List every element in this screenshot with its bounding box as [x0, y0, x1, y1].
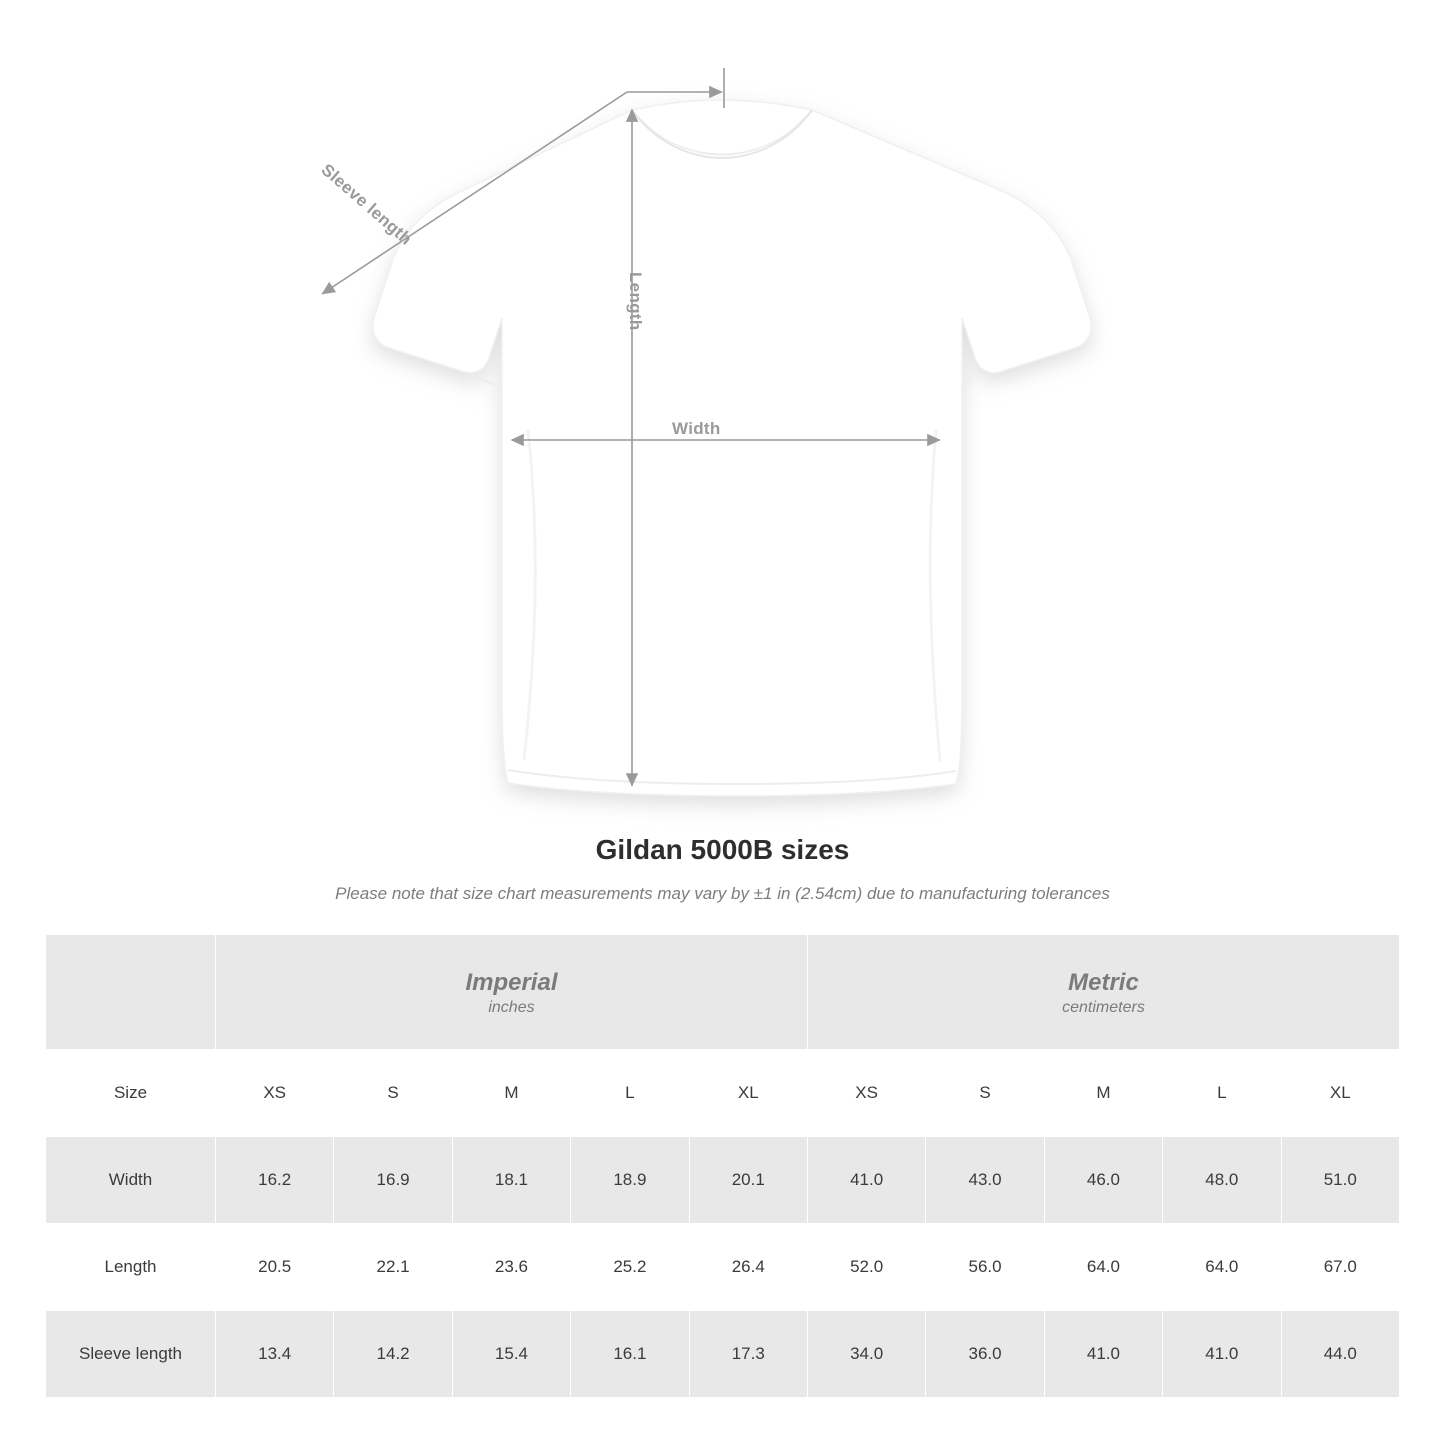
cell-sleeve-metric-m: 41.0 — [1044, 1311, 1162, 1398]
table-row — [46, 1224, 1400, 1311]
row-label-length: Length — [46, 1224, 216, 1311]
cell-sleeve-imperial-xl: 17.3 — [689, 1311, 807, 1398]
width-label: Width — [672, 419, 721, 438]
row-label-sleeve-length: Sleeve length — [46, 1311, 216, 1398]
table-row — [46, 1311, 1400, 1398]
cell-width-metric-l: 48.0 — [1163, 1137, 1281, 1224]
table-row — [46, 1137, 1400, 1224]
size-header-row — [46, 1050, 1400, 1137]
cell-sleeve-metric-s: 36.0 — [926, 1311, 1044, 1398]
row-header-size: Size — [46, 1050, 216, 1137]
cell-length-imperial-xs: 20.5 — [216, 1224, 334, 1311]
col-header-imperial-s: S — [334, 1050, 452, 1137]
col-header-metric-l: L — [1163, 1050, 1281, 1137]
cell-width-metric-s: 43.0 — [926, 1137, 1044, 1224]
col-header-metric-s: S — [926, 1050, 1044, 1137]
col-header-metric-m: M — [1044, 1050, 1162, 1137]
cell-length-imperial-l: 25.2 — [571, 1224, 689, 1311]
unit-group-metric-name: Metric — [1068, 968, 1139, 996]
cell-length-imperial-m: 23.6 — [452, 1224, 570, 1311]
tolerance-note: Please note that size chart measurements may vary by ±1 in (2.54cm) due to manufacturing tolerances — [335, 884, 1110, 903]
cell-width-imperial-l: 18.9 — [571, 1137, 689, 1224]
col-header-imperial-m: M — [452, 1050, 570, 1137]
unit-group-metric-sub: centimeters — [1062, 999, 1145, 1017]
col-header-metric-xs: XS — [807, 1050, 925, 1137]
col-header-imperial-l: L — [571, 1050, 689, 1137]
cell-width-imperial-xl: 20.1 — [689, 1137, 807, 1224]
cell-sleeve-metric-l: 41.0 — [1163, 1311, 1281, 1398]
cell-length-imperial-s: 22.1 — [334, 1224, 452, 1311]
cell-length-metric-xs: 52.0 — [807, 1224, 925, 1311]
cell-width-imperial-xs: 16.2 — [216, 1137, 334, 1224]
cell-length-metric-m: 64.0 — [1044, 1224, 1162, 1311]
row-label-width: Width — [46, 1137, 216, 1224]
unit-group-imperial-sub: inches — [488, 999, 535, 1017]
cell-width-metric-xs: 41.0 — [807, 1137, 925, 1224]
cell-sleeve-imperial-m: 15.4 — [452, 1311, 570, 1398]
col-header-imperial-xs: XS — [216, 1050, 334, 1137]
page-title: Gildan 5000B sizes — [595, 834, 850, 865]
col-header-metric-xl: XL — [1281, 1050, 1399, 1137]
length-label: Length — [626, 272, 645, 331]
cell-sleeve-imperial-xs: 13.4 — [216, 1311, 334, 1398]
cell-sleeve-metric-xl: 44.0 — [1281, 1311, 1399, 1398]
cell-sleeve-imperial-s: 14.2 — [334, 1311, 452, 1398]
cell-width-metric-xl: 51.0 — [1281, 1137, 1399, 1224]
unit-group-imperial-name: Imperial — [465, 968, 558, 996]
cell-sleeve-metric-xs: 34.0 — [807, 1311, 925, 1398]
unit-header-empty — [46, 935, 216, 1050]
cell-length-imperial-xl: 26.4 — [689, 1224, 807, 1311]
unit-group-metric — [807, 935, 1399, 1050]
sleeve-length-label: Sleeve length — [317, 160, 416, 249]
cell-width-imperial-m: 18.1 — [452, 1137, 570, 1224]
cell-width-imperial-s: 16.9 — [334, 1137, 452, 1224]
col-header-imperial-xl: XL — [689, 1050, 807, 1137]
cell-sleeve-imperial-l: 16.1 — [571, 1311, 689, 1398]
unit-header-row — [46, 935, 1400, 1050]
size-chart-table-wrapper — [45, 934, 1400, 1398]
title-block — [0, 834, 1445, 904]
unit-group-imperial — [216, 935, 808, 1050]
cell-width-metric-m: 46.0 — [1044, 1137, 1162, 1224]
size-chart-table — [45, 934, 1400, 1398]
shirt-shape — [373, 100, 1091, 796]
cell-length-metric-l: 64.0 — [1163, 1224, 1281, 1311]
cell-length-metric-xl: 67.0 — [1281, 1224, 1399, 1311]
cell-length-metric-s: 56.0 — [926, 1224, 1044, 1311]
